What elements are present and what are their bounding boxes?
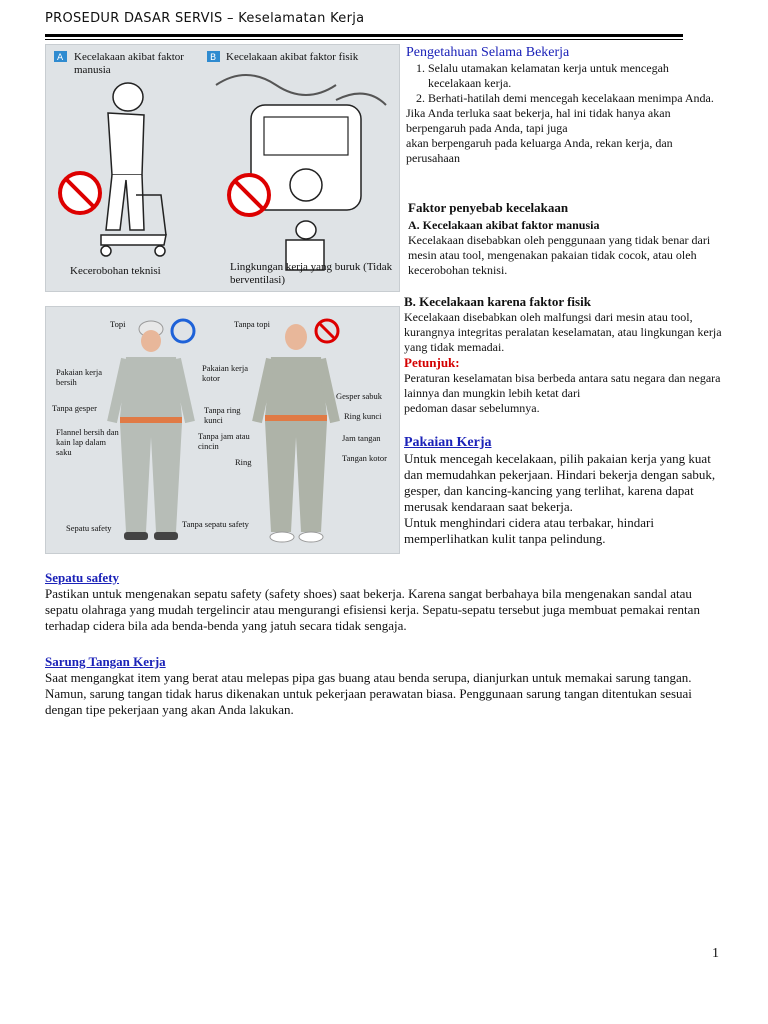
label-topi: Topi [110,319,126,329]
pakaian-text1: Untuk mencegah kecelakaan, pilih pakaian kerja yang kuat dan memudahkan pekerjaan. Hindari bekerja dengan sabuk, gesper, dan kancing-kancing yang terlihat, karena dapat [404,451,716,498]
list-item: 2. Berhati-hatilah demi mencegah kecelakaan menimpa Anda. [428,91,724,106]
label-jam-tangan: Jam tangan [342,433,381,443]
figure1-label-b: Kecelakaan akibat faktor fisik [226,51,359,63]
pakaian-title[interactable]: Pakaian Kerja [404,435,492,450]
section-pakaian [404,434,720,547]
pengetahuan-list [406,61,724,106]
sarung-title[interactable]: Sarung Tangan Kerja [45,654,166,669]
sepatu-text: Pastikan untuk mengenakan sepatu safety (safety shoes) saat bekerja. Karena sangat berbahaya bila mengenakan sandal atau sepatu olahraga yang mudah tergelincir atau mengurangi efisiensi kerja. Sepatu-sepatu tersebut juga membuat pemakai rentan terhadap cidera bila ada benda-benda yang jatuh secara tidak sengaja. [45,586,700,633]
label-tanpa-jam: Tanpa jam atau cincin [198,431,250,451]
pakaian-text3: Untuk menghindari cidera atau terbakar, hindari memperlihatkan kulit tanpa pelindung. [404,515,654,546]
figure-work-clothing [45,306,400,554]
label-ring-kunci: Ring kunci [344,411,382,421]
pengetahuan-para2: akan berpengaruh pada keluarga Anda, rekan kerja, dan perusahaan [406,136,673,165]
label-pakaian-bersih: Pakaian kerja bersih [56,367,103,387]
section-sepatu [45,570,725,634]
label-pakaian-kotor: Pakaian kerja kotor [202,363,249,383]
sarung-text: Saat mengangkat item yang berat atau melepas pipa gas buang atau benda serupa, dianjurkan untuk memakai sarung tangan. Namun, sarung tangan tidak harus dikenakan untuk pekerjaan perawatan biasa. Penggunaan sarung tangan ditentukan sesuai dengan tipe pekerjaan yang akan Anda lakukan. [45,670,692,717]
label-gesper-sabuk: Gesper sabuk [336,391,383,401]
section-faktor-b [404,294,724,416]
figure1-label-a: Kecelakaan akibat faktor manusia [74,51,184,76]
page-header: PROSEDUR DASAR SERVIS – Keselamatan Kerja [45,11,365,26]
label-tanpa-gesper: Tanpa gesper [52,403,97,413]
pengetahuan-title: Pengetahuan Selama Bekerja [406,45,570,60]
section-sarung [45,654,725,718]
figure-accident-types [45,44,400,292]
section-faktor [408,200,724,278]
svg-text:A: A [57,53,64,63]
header-rule-thin [45,39,683,40]
label-sepatu-safety: Sepatu safety [66,523,112,533]
page-number: 1 [712,946,719,961]
accident-illustration [46,45,399,291]
sepatu-title[interactable]: Sepatu safety [45,570,120,585]
label-tangan-kotor: Tangan kotor [342,453,387,463]
section-pengetahuan [406,44,724,166]
label-tanpa-ring: Tanpa ring kunci [204,405,241,425]
faktor-a-text: Kecelakaan disebabkan oleh penggunaan yang tidak benar dari mesin atau tool, mengenakan pakaian tidak cocok, atau oleh kecerobohan teknisi. [408,233,711,277]
pakaian-text2: merusak kendaraan saat bekerja. [404,499,573,514]
header-rule-thick [45,34,683,37]
list-item: 1. Selalu utamakan kelamatan kerja untuk mencegah kecelakaan kerja. [428,61,724,91]
label-tanpa-sepatu: Tanpa sepatu safety [182,519,249,529]
svg-text:B: B [210,53,217,63]
petunjuk-text: Peraturan keselamatan bisa berbeda antara satu negara dan negara lainnya dan mungkin lebih ketat dari [404,371,721,400]
faktor-b-title: B. Kecelakaan karena faktor fisik [404,294,591,309]
pengetahuan-para: Jika Anda terluka saat bekerja, hal ini tidak hanya akan berpengaruh pada Anda, tapi juga [406,106,671,135]
label-ring: Ring [235,457,252,467]
label-flannel: Flannel bersih dan kain lap dalam saku [56,427,119,457]
label-tanpa-topi: Tanpa topi [234,319,270,329]
faktor-b-text: Kecelakaan disebabkan oleh malfungsi dari mesin atau tool, kurangnya integritas peralatan keselamatan, atau lingkungan kerja yang tidak memadai. [404,310,722,354]
petunjuk-title: Petunjuk: [404,355,460,370]
faktor-title: Faktor penyebab kecelakaan [408,200,569,215]
figure1-caption-b: Lingkungan kerja yang buruk (Tidak berventilasi) [230,261,393,286]
faktor-a-title: A. Kecelakaan akibat faktor manusia [408,218,600,232]
petunjuk-text2: pedoman dasar sebelumnya. [404,401,540,415]
figure1-caption-a: Kecerobohan teknisi [70,265,161,277]
